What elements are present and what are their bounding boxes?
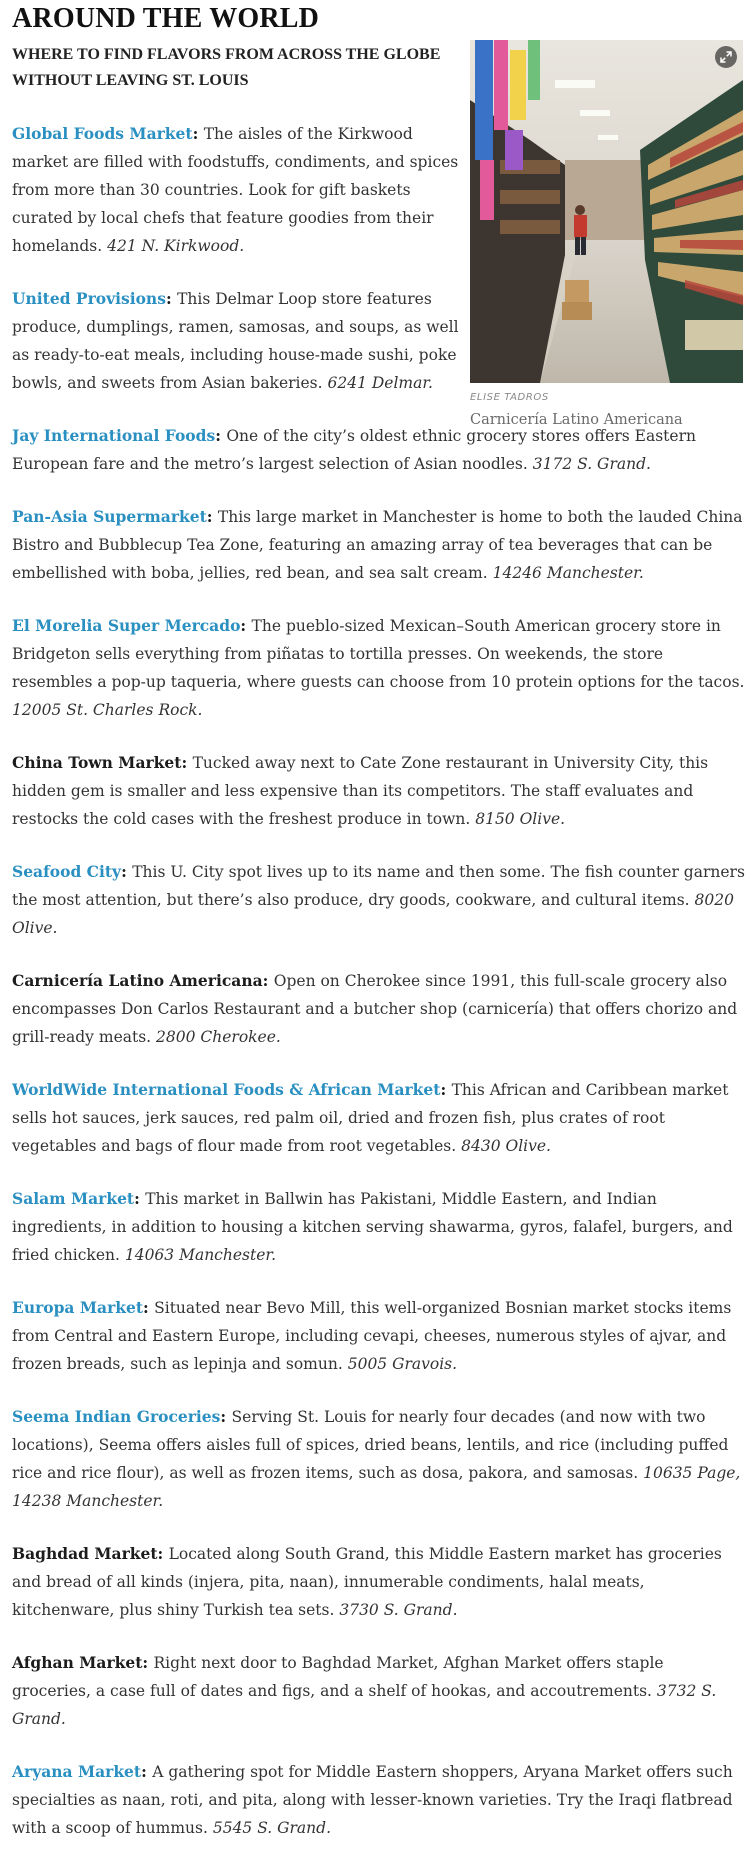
article-title: AROUND THE WORLD xyxy=(12,3,320,34)
name-separator: : xyxy=(121,862,133,881)
market-description: The aisles of the Kirkwood market are filled with foodstuffs, condiments, and spices from more than 30 countries. Look for gift baskets curated by local chefs that feature goodies from their homelands. xyxy=(12,125,459,255)
market-address: 6241 Delmar. xyxy=(327,374,433,392)
market-entry xyxy=(12,1649,746,1733)
market-name: China Town Market xyxy=(12,753,182,772)
photo-credit: ELISE TADROS xyxy=(470,392,549,403)
market-name: Carnicería Latino Americana xyxy=(12,971,263,990)
market-description: Open on Cherokee since 1991, this full-scale grocery also encompasses Don Carlos Restaurant and a butcher shop (carnicería) that offers chorizo and grill-ready meats. xyxy=(12,972,738,1046)
market-entry xyxy=(12,858,746,942)
name-separator: : xyxy=(240,616,252,635)
name-separator: : xyxy=(165,289,178,308)
name-separator: : xyxy=(215,426,227,445)
market-entry xyxy=(12,285,462,397)
market-name-link[interactable]: United Provisions xyxy=(12,289,166,308)
market-name: Afghan Market xyxy=(12,1653,143,1672)
market-name-link[interactable]: Global Foods Market xyxy=(12,124,193,143)
market-description: This African and Caribbean market sells hot sauces, jerk sauces, red palm oil, dried and frozen fish, plus crates of root vegetables and bags of flour made from root vegetables. xyxy=(12,1081,729,1155)
market-name-link[interactable]: WorldWide International Foods & African Market xyxy=(12,1080,441,1099)
name-separator: : xyxy=(220,1407,232,1426)
market-name-link[interactable]: Seafood City xyxy=(12,862,122,881)
market-description: Situated near Bevo Mill, this well-organized Bosnian market stocks items from Central and Eastern Europe, including cevapi, cheeses, numerous styles of ajvar, and frozen breads, such as lepinja and somun. xyxy=(12,1299,732,1373)
name-separator: : xyxy=(142,1653,154,1672)
market-name-link[interactable]: Pan-Asia Supermarket xyxy=(12,507,207,526)
name-separator: : xyxy=(143,1298,155,1317)
market-name-link[interactable]: El Morelia Super Mercado xyxy=(12,616,241,635)
market-entry xyxy=(12,120,462,260)
name-separator: : xyxy=(181,753,193,772)
market-address: 2800 Cherokee. xyxy=(156,1028,281,1046)
market-entry xyxy=(12,1185,746,1269)
market-description: Tucked away next to Cate Zone restaurant in University City, this hidden gem is smaller and less expensive than its competitors. The staff evaluates and restocks the cold cases with the freshest produce in town. xyxy=(12,754,709,828)
market-address: 8430 Olive. xyxy=(461,1137,551,1155)
name-separator: : xyxy=(141,1762,153,1781)
market-address: 3732 S. Grand. xyxy=(12,1682,717,1728)
market-entry xyxy=(12,612,746,724)
market-address: 3730 S. Grand. xyxy=(339,1601,458,1619)
market-description: Right next door to Baghdad Market, Afghan Market offers staple groceries, a case full of dates and figs, and a shelf of hookas, and accoutrements. xyxy=(12,1654,664,1700)
name-separator: : xyxy=(440,1080,452,1099)
name-separator: : xyxy=(206,507,218,526)
photo-caption: Carnicería Latino Americana xyxy=(470,412,683,428)
market-name-link[interactable]: Seema Indian Groceries xyxy=(12,1407,221,1426)
market-description: This U. City spot lives up to its name and then some. The fish counter garners the most attention, but there’s also produce, dry goods, cookware, and cultural items. xyxy=(12,863,745,909)
market-address: 10635 Page, 14238 Manchester. xyxy=(12,1464,741,1510)
market-name-link[interactable]: Aryana Market xyxy=(12,1762,142,1781)
market-address: 8150 Olive. xyxy=(475,810,566,828)
name-separator: : xyxy=(134,1189,146,1208)
market-entry xyxy=(12,422,746,478)
market-entry xyxy=(12,1403,746,1515)
market-name: Baghdad Market xyxy=(12,1544,158,1563)
expand-arrows-icon xyxy=(720,51,732,63)
article-subtitle: WHERE TO FIND FLAVORS FROM ACROSS THE GLOBE WITHOUT LEAVING ST. LOUIS xyxy=(12,46,441,89)
market-description: Serving St. Louis for nearly four decades (and now with two locations), Seema offers aisles full of spices, dried beans, lentils, and rice (including puffed rice and rice flour), as well as frozen items, such as dosa, pakora, and samosas. xyxy=(12,1408,729,1482)
market-list xyxy=(12,120,746,1867)
market-entry xyxy=(12,1540,746,1624)
market-description: This large market in Manchester is home to both the lauded China Bistro and Bubblecup Tea Zone, featuring an amazing array of tea beverages that can be embellished with boba, jellies, red bean, and sea salt cream. xyxy=(12,508,743,582)
name-separator: : xyxy=(262,971,274,990)
market-address: 421 N. Kirkwood. xyxy=(107,237,245,255)
market-address: 5545 S. Grand. xyxy=(212,1819,332,1837)
market-description: This market in Ballwin has Pakistani, Middle Eastern, and Indian ingredients, in addition to housing a kitchen serving shawarma, gyros, falafel, burgers, and fried chicken. xyxy=(12,1190,733,1264)
market-name-link[interactable]: Europa Market xyxy=(12,1298,143,1317)
market-description: A gathering spot for Middle Eastern shoppers, Aryana Market offers such specialties as naan, roti, and pita, along with lesser-known varieties. Try the Iraqi flatbread with a scoop of hummus. xyxy=(12,1763,733,1837)
market-entry xyxy=(12,749,746,833)
name-separator: : xyxy=(157,1544,169,1563)
market-address: 12005 St. Charles Rock. xyxy=(12,701,203,719)
market-entry xyxy=(12,967,746,1051)
market-address: 3172 S. Grand. xyxy=(532,455,651,473)
market-entry xyxy=(12,1076,746,1160)
market-description: The pueblo-sized Mexican–South American grocery store in Bridgeton sells everything from piñatas to tortilla presses. On weekends, the store resembles a pop-up taqueria, where guests can choose from 10 protein options for the tacos. xyxy=(12,617,745,691)
market-name-link[interactable]: Jay International Foods xyxy=(12,426,216,445)
market-description: Located along South Grand, this Middle Eastern market has groceries and bread of all kinds (injera, pita, naan), innumerable condiments, halal meats, kitchenware, plus shiny Turkish tea sets. xyxy=(12,1545,722,1619)
market-name-link[interactable]: Salam Market xyxy=(12,1189,135,1208)
market-address: 14063 Manchester. xyxy=(124,1246,276,1264)
market-address: 14246 Manchester. xyxy=(492,564,644,582)
market-description: This Delmar Loop store features produce, dumplings, ramen, samosas, and soups, as well as ready-to-eat meals, including house-made sushi, poke bowls, and sweets from Asian bakeries. xyxy=(12,290,459,392)
expand-icon[interactable] xyxy=(715,46,737,68)
name-separator: : xyxy=(192,124,204,143)
market-entry xyxy=(12,503,746,587)
market-entry xyxy=(12,1294,746,1378)
market-address: 8020 Olive. xyxy=(12,891,734,937)
market-entry xyxy=(12,1758,746,1842)
market-description: One of the city’s oldest ethnic grocery stores offers Eastern European fare and the metro’s largest selection of Asian noodles. xyxy=(12,427,696,473)
market-address: 5005 Gravois. xyxy=(347,1355,458,1373)
